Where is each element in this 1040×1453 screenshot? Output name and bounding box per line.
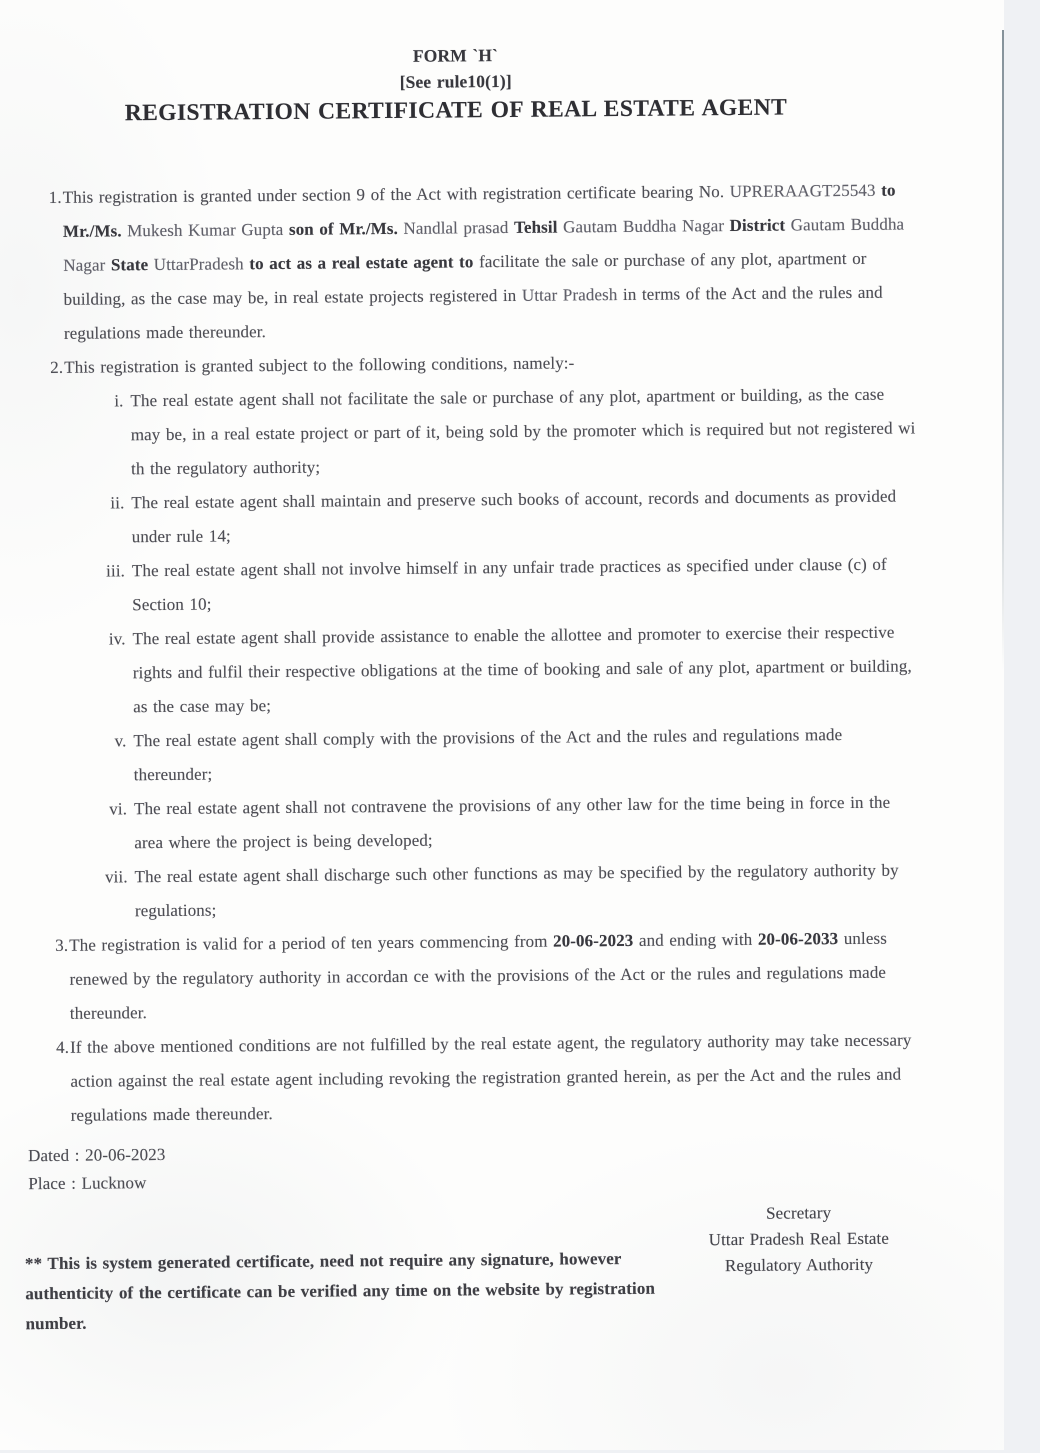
clause-1-seg: District xyxy=(729,215,791,236)
clause-1-seg: to act as a real estate agent to xyxy=(249,252,480,274)
clause-1-number: 1. xyxy=(48,187,62,207)
clause-1-seg: Tehsil xyxy=(513,217,564,237)
clause-1-seg: to Mr./Ms. xyxy=(62,180,896,241)
district-value: Gautam Buddha Nagar xyxy=(63,214,905,275)
form-title: FORM `H` xyxy=(412,45,499,66)
state-value: UttarPradesh xyxy=(153,254,250,275)
condition-vi xyxy=(54,785,921,861)
registration-number: UPRERAAGT25543 xyxy=(729,180,882,202)
clause-2-number: 2. xyxy=(50,357,64,377)
certificate-header xyxy=(0,0,911,129)
clause-3 xyxy=(55,921,922,1031)
clauses-list xyxy=(49,173,923,1133)
clause-4 xyxy=(56,1023,923,1133)
disclaimer-note: ** This is system generated certificate, need not require any signature, however authenticity of the certificate can be verified any time on the website by registration number. xyxy=(24,1249,656,1334)
condition-vii-label: vii. xyxy=(104,867,128,887)
clause-1-seg: facilitate the sale or purchase of any plot, apartment or building, as the case may be, in real estate projects registered in xyxy=(63,248,867,309)
condition-ii-text: The real estate agent shall maintain and preserve such books of account, records and documents as provided under rule 14; xyxy=(131,486,897,547)
condition-ii xyxy=(51,479,918,555)
clause-1 xyxy=(49,173,916,351)
authority-name-line2: Regulatory Authority xyxy=(724,1254,874,1276)
agent-name: Mukesh Kumar Gupta xyxy=(127,219,290,241)
condition-i-text: The real estate agent shall not facilitate the sale or purchase of any plot, apartment or building, as the case may be, in a real estate project or part of it, being sold by the promoter which is required but not registered wi th the regulatory authority; xyxy=(130,384,916,479)
clause-4-text: If the above mentioned conditions are not fulfilled by the real estate agent, the regulatory authority may take necessary action against the real estate agent including revoking the registration granted herein, as per the Act and the rules and regulations made thereunder. xyxy=(70,1030,912,1125)
clause-1-seg: State xyxy=(110,255,154,275)
condition-iv-text: The real estate agent shall provide assistance to enable the allottee and promoter to exercise their respective rights and fulfil their respective obligations at the time of booking and sale of any plot, apartment or building, as the case may be; xyxy=(132,622,912,717)
condition-v xyxy=(53,717,920,793)
project-state-value: Uttar Pradesh xyxy=(521,284,624,305)
condition-vi-label: vi. xyxy=(109,799,128,819)
start-date: 20-06-2023 xyxy=(552,930,634,951)
signatory-title: Secretary xyxy=(765,1203,832,1223)
father-name: Nandlal prasad xyxy=(403,217,515,238)
page-title: REGISTRATION CERTIFICATE OF REAL ESTATE AGENT xyxy=(124,94,788,127)
condition-iv-label: iv. xyxy=(108,629,126,649)
end-date: 20-06-2033 xyxy=(757,929,839,949)
condition-vii-text: The real estate agent shall discharge such other functions as may be specified by the regulatory authority by regulations; xyxy=(134,860,899,921)
tehsil-value: Gautam Buddha Nagar xyxy=(562,216,730,237)
authority-name-line1: Uttar Pradesh Real Estate xyxy=(708,1228,890,1250)
clause-3-seg: unless renewed by the regulatory authority in accordan ce with the provisions of the Act or the rules and regulations made thereunder. xyxy=(69,928,887,1023)
condition-iv xyxy=(52,615,919,725)
condition-iii-text: The real estate agent shall not involve himself in any unfair trade practices as specified under clause (c) of Section 10; xyxy=(131,554,887,615)
clause-1-seg: in terms of the Act and the rules and regulations made thereunder. xyxy=(63,282,883,343)
place-line: Place : Lucknow xyxy=(28,1173,147,1194)
rule-reference: [See rule10(1)] xyxy=(399,70,512,92)
condition-i xyxy=(50,377,917,487)
signature-block xyxy=(658,1199,939,1279)
condition-vii xyxy=(54,853,921,929)
condition-iii xyxy=(52,547,919,623)
clause-2-text: This registration is granted subject to the following conditions, namely:- xyxy=(64,353,575,377)
clause-3-text xyxy=(69,921,922,1030)
dated-line: Dated : 20-06-2023 xyxy=(27,1144,166,1166)
certificate-footer xyxy=(10,1125,1017,1453)
clause-1-seg: This registration is granted under section 9 of the Act with registration certificate bearing No. xyxy=(62,182,730,207)
clause-4-number: 4. xyxy=(56,1037,70,1057)
condition-vi-text: The real estate agent shall not contravene the provisions of any other law for the time being in force in the area where the project is being developed; xyxy=(133,792,891,853)
condition-ii-label: ii. xyxy=(110,493,125,513)
condition-v-text: The real estate agent shall comply with the provisions of the Act and the rules and regulations made thereunder; xyxy=(133,725,843,785)
clause-3-number: 3. xyxy=(55,935,69,955)
condition-v-label: v. xyxy=(114,731,127,751)
clause-3-seg: The registration is valid for a period of ten years commencing from xyxy=(69,931,554,955)
condition-i-label: i. xyxy=(114,391,124,411)
condition-iii-label: iii. xyxy=(106,561,126,581)
clause-1-seg: son of Mr./Ms. xyxy=(288,218,404,239)
clause-1-text xyxy=(63,173,916,350)
clause-3-seg: and ending with xyxy=(633,929,758,950)
